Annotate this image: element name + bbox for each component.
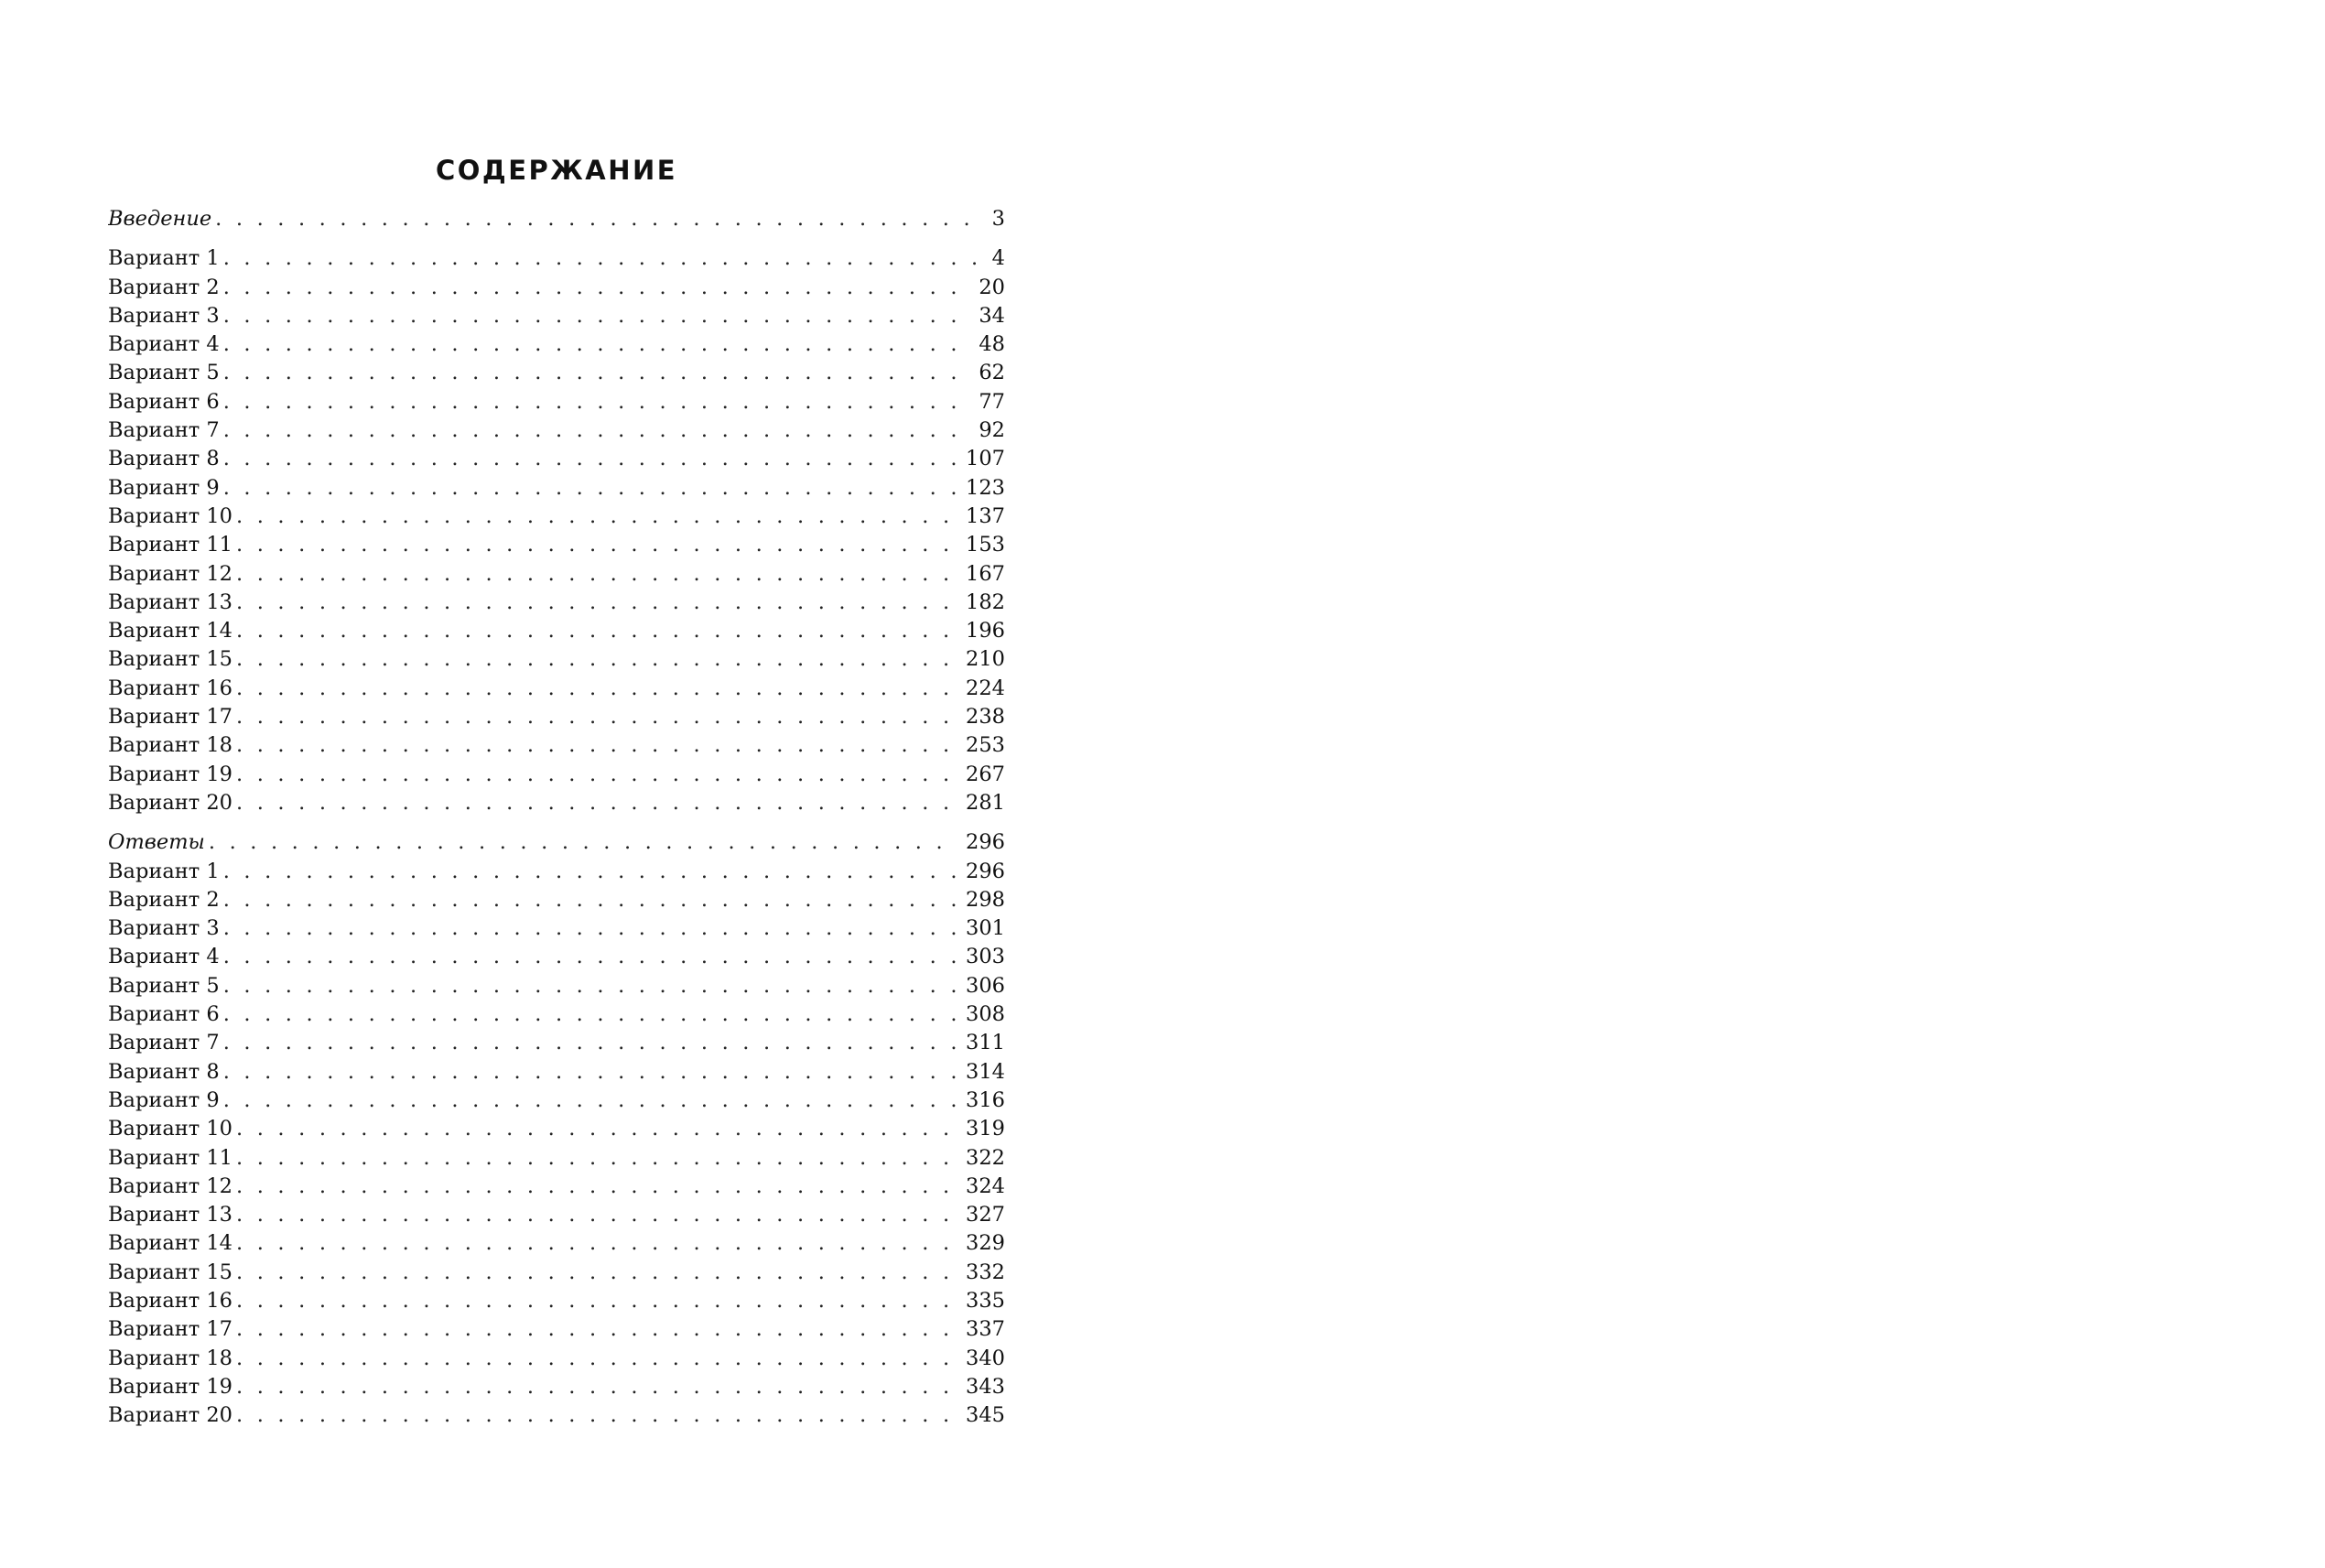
toc-entry-label: Вариант 7 [108,1031,220,1055]
toc-entry-label: Вариант 19 [108,762,232,786]
toc-entry-page-number: 167 [966,561,1005,586]
toc-dot-leader [215,205,985,233]
toc-entry [108,1201,1005,1229]
toc-entry-page-number: 196 [966,619,1005,643]
toc-dot-leader [223,1029,958,1057]
toc-entry-page-number: 324 [966,1173,1005,1198]
toc-entry-label: Вариант 8 [108,1059,220,1084]
toc-dot-leader [223,244,985,273]
toc-entry-page-number: 316 [966,1087,1005,1112]
toc-entry-label: Вариант 10 [108,1117,232,1141]
toc-entry [108,274,1005,302]
toc-list [108,205,1005,1430]
toc-entry-label: Вариант 13 [108,1203,232,1227]
toc-entry-page-number: 3 [991,207,1005,231]
toc-entry-page-number: 123 [966,475,1005,500]
toc-entry-page-number: 296 [966,830,1005,855]
toc-entry [108,531,1005,559]
toc-entry [108,1115,1005,1143]
toc-entry-page-number: 267 [966,762,1005,786]
toc-entry [108,972,1005,1000]
toc-entry-page-number: 298 [966,887,1005,912]
toc-dot-leader [223,416,972,445]
toc-dot-leader [223,886,958,914]
toc-entry-label: Вариант 20 [108,1403,232,1428]
toc-dot-leader [236,1315,958,1344]
toc-entry-label: Вариант 6 [108,1002,220,1027]
toc-entry [108,761,1005,789]
toc-entry-page-number: 345 [966,1403,1005,1428]
toc-entry-page-number: 311 [966,1031,1005,1055]
toc-entry [108,645,1005,674]
toc-title: СОДЕРЖАНИЕ [435,155,678,186]
toc-entry-label: Вариант 4 [108,945,220,969]
toc-entry [108,1144,1005,1173]
toc-dot-leader [236,560,958,589]
toc-entry-label: Вариант 14 [108,1231,232,1256]
toc-entry [108,1315,1005,1344]
toc-dot-leader [236,731,958,760]
toc-entry-label: Вариант 10 [108,503,232,528]
toc-dot-leader [236,1345,958,1373]
toc-dot-leader [236,675,958,703]
toc-entry-label: Вариант 1 [108,246,220,271]
toc-dot-leader [223,943,958,971]
toc-entry-label: Вариант 7 [108,418,220,443]
toc-dot-leader [223,330,972,359]
toc-entry-label: Вариант 20 [108,790,232,815]
toc-entry-label: Вариант 2 [108,275,220,299]
toc-dot-leader [236,531,958,559]
toc-entry-page-number: 327 [966,1203,1005,1227]
toc-dot-leader [223,445,958,473]
toc-entry [108,589,1005,617]
toc-entry-label: Вариант 8 [108,447,220,471]
toc-entry-page-number: 20 [979,275,1005,299]
toc-entry-label: Вариант 12 [108,561,232,586]
toc-dot-leader [209,828,958,857]
toc-entry-label: Вариант 3 [108,303,220,328]
toc-entry [108,1287,1005,1315]
toc-entry-label: Вариант 4 [108,332,220,357]
toc-entry [108,789,1005,817]
toc-entry [108,1029,1005,1057]
toc-entry-label: Вариант 11 [108,1145,232,1170]
toc-entry [108,474,1005,503]
toc-dot-leader [236,1115,958,1143]
toc-entry [108,703,1005,731]
toc-entry-label: Вариант 6 [108,389,220,414]
toc-entry-label: Введение [108,207,212,231]
toc-entry-page-number: 224 [966,676,1005,700]
toc-entry [108,617,1005,645]
toc-entry [108,1345,1005,1373]
toc-entry-label: Ответы [108,830,205,855]
toc-entry [108,244,1005,273]
toc-entry-label: Вариант 16 [108,676,232,700]
toc-entry-label: Вариант 17 [108,1317,232,1342]
toc-entry-page-number: 77 [979,389,1005,414]
toc-entry-page-number: 329 [966,1231,1005,1256]
toc-entry [108,416,1005,445]
toc-entry [108,943,1005,971]
toc-entry [108,1173,1005,1201]
toc-entry-label: Вариант 5 [108,361,220,385]
toc-entry-label: Вариант 15 [108,647,232,672]
toc-entry [108,675,1005,703]
toc-entry-label: Вариант 19 [108,1374,232,1399]
toc-entry-page-number: 308 [966,1002,1005,1027]
toc-dot-leader [223,302,972,330]
toc-dot-leader [236,789,958,817]
toc-entry-label: Вариант 9 [108,475,220,500]
toc-entry-label: Вариант 5 [108,973,220,998]
toc-entry [108,886,1005,914]
toc-entry [108,445,1005,473]
toc-dot-leader [236,503,958,531]
toc-entry-label: Вариант 11 [108,533,232,557]
toc-dot-leader [236,703,958,731]
toc-entry [108,1401,1005,1430]
toc-entry-page-number: 137 [966,503,1005,528]
toc-dot-leader [236,1373,958,1401]
toc-dot-leader [223,858,958,886]
toc-entry [108,388,1005,416]
toc-entry-label: Вариант 12 [108,1173,232,1198]
toc-entry [108,914,1005,943]
toc-dot-leader [236,589,958,617]
toc-entry-label: Вариант 13 [108,589,232,614]
toc-dot-leader [236,1229,958,1258]
toc-dot-leader [223,1000,958,1029]
toc-entry-page-number: 332 [966,1260,1005,1284]
toc-entry-label: Вариант 16 [108,1288,232,1313]
toc-dot-leader [223,972,958,1000]
toc-entry [108,1229,1005,1258]
toc-entry-page-number: 182 [966,589,1005,614]
toc-entry [108,1000,1005,1029]
toc-entry-page-number: 303 [966,945,1005,969]
toc-entry-page-number: 107 [966,447,1005,471]
toc-dot-leader [223,274,972,302]
toc-entry-label: Вариант 17 [108,705,232,730]
toc-entry [108,205,1005,233]
toc-entry [108,560,1005,589]
toc-entry-page-number: 62 [979,361,1005,385]
toc-entry-page-number: 210 [966,647,1005,672]
toc-entry [108,1259,1005,1287]
toc-entry-page-number: 340 [966,1346,1005,1370]
toc-dot-leader [236,1173,958,1201]
toc-entry [108,359,1005,387]
toc-entry-page-number: 4 [991,246,1005,271]
toc-dot-leader [236,645,958,674]
toc-entry-page-number: 322 [966,1145,1005,1170]
toc-entry [108,731,1005,760]
toc-dot-leader [236,1401,958,1430]
toc-entry [108,858,1005,886]
toc-entry [108,330,1005,359]
toc-dot-leader [223,359,972,387]
toc-dot-leader [223,914,958,943]
toc-entry-page-number: 253 [966,733,1005,758]
toc-dot-leader [236,1144,958,1173]
toc-entry-label: Вариант 9 [108,1087,220,1112]
toc-entry-page-number: 314 [966,1059,1005,1084]
toc-entry-label: Вариант 3 [108,916,220,941]
toc-dot-leader [236,1287,958,1315]
toc-entry-page-number: 306 [966,973,1005,998]
toc-entry-page-number: 335 [966,1288,1005,1313]
toc-entry-page-number: 281 [966,790,1005,815]
toc-entry-page-number: 238 [966,705,1005,730]
toc-entry-page-number: 301 [966,916,1005,941]
toc-entry-label: Вариант 18 [108,1346,232,1370]
toc-entry [108,1058,1005,1087]
toc-entry-page-number: 296 [966,859,1005,883]
toc-entry-page-number: 48 [979,332,1005,357]
toc-entry-label: Вариант 15 [108,1260,232,1284]
toc-dot-leader [236,1201,958,1229]
toc-dot-leader [236,1259,958,1287]
toc-entry [108,1373,1005,1401]
toc-entry-page-number: 34 [979,303,1005,328]
toc-dot-leader [223,1087,958,1115]
toc-entry-label: Вариант 1 [108,859,220,883]
toc-entry [108,302,1005,330]
toc-entry-label: Вариант 18 [108,733,232,758]
toc-entry [108,503,1005,531]
toc-entry-page-number: 92 [979,418,1005,443]
toc-dot-leader [223,474,958,503]
toc-dot-leader [223,1058,958,1087]
toc-entry-label: Вариант 2 [108,887,220,912]
toc-dot-leader [223,388,972,416]
toc-dot-leader [236,617,958,645]
toc-entry-page-number: 319 [966,1117,1005,1141]
toc-entry-page-number: 343 [966,1374,1005,1399]
toc-entry [108,828,1005,857]
toc-entry-label: Вариант 14 [108,619,232,643]
toc-entry-page-number: 337 [966,1317,1005,1342]
toc-entry [108,1087,1005,1115]
toc-entry-page-number: 153 [966,533,1005,557]
toc-dot-leader [236,761,958,789]
